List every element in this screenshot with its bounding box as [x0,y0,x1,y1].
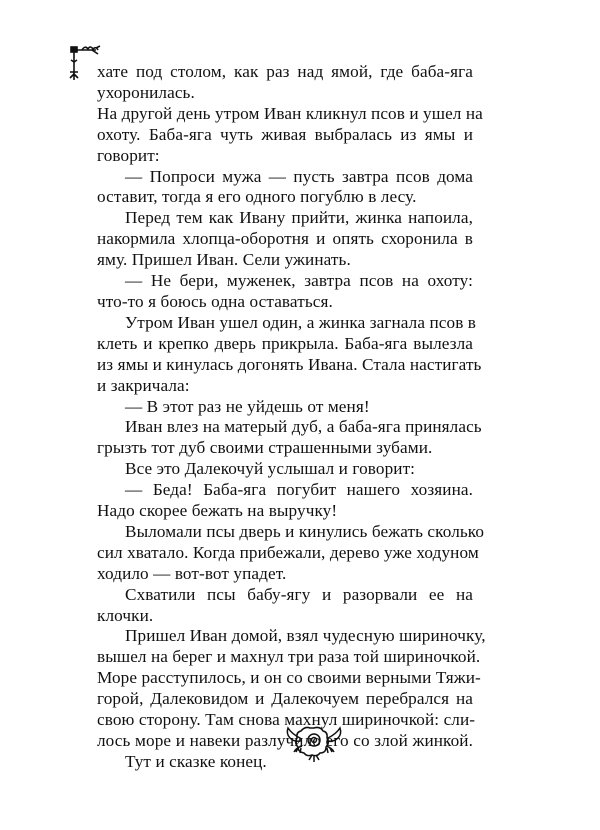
text-line: ухоронилась. [97,82,195,102]
rose-flower-ornament-icon [282,724,346,764]
document-body [97,62,486,773]
text-line: и закричала: [97,375,190,395]
text-line: На другой день утром Иван кликнул псов и ушел на [97,103,483,123]
text-line: сил хватало. Когда прибежали, дерево уже ходуном [97,542,479,562]
text-line: охоту. Баба-яга чуть живая выбралась из ямы и [97,124,473,144]
text-line: свою сторону. Там снова махнул шириночкой: сли- [97,710,476,730]
text-line: Утром Иван ушел один, а жинка загнала псов в [125,312,477,332]
text-line: яму. Пришел Иван. Сели ужинать. [97,250,351,270]
text-line: хате под столом, как раз над ямой, где баба-яга [97,62,473,81]
text-line: — Беда! Баба-яга погубит нашего хозяина. [125,480,473,500]
text-line: накормила хлопца-оборотня и опять схоронила в [97,229,473,249]
text-line: вышел на берег и махнул три раза той шириночкой. [97,647,481,667]
text-line: говорит: [97,145,160,165]
text-line: Иван влез на матерый дуб, а баба-яга принялась [125,417,482,437]
text-line: грызть тот дуб своими страшенными зубами. [97,438,433,458]
text-line: клеть и крепко дверь прикрыла. Баба-яга вылезла [97,333,473,353]
text-line: Выломали псы дверь и кинулись бежать сколько [125,521,485,541]
text-line: из ямы и кинулась догонять Ивана. Стала настигать [97,354,482,374]
text-line: Пришел Иван домой, взял чудесную шириночку, [125,626,486,646]
text-line: — Попроси мужа — пусть завтра псов дома [125,166,473,186]
text-line: лось море и навеки разлучило его со злой жинкой. [97,731,473,750]
text-line: — В этот раз не уйдешь от меня! [125,396,370,416]
text-line: оставит, тогда я его одного погублю в лесу. [97,187,417,207]
text-line: — Не бери, муженек, завтра псов на охоту: [125,271,473,291]
text-line: ходило — вот-вот упадет. [97,563,287,583]
text-line: Перед тем как Ивану прийти, жинка напоила, [125,208,473,228]
text-line: Тут и сказке конец. [125,751,267,771]
text-line: горой, Далековидом и Далекочуем перебрался на [97,689,473,709]
text-line: Надо скорее бежать на выручку! [97,501,338,521]
text-line: клочки. [97,605,154,625]
text-line: Море расступилось, и он со своими верными Тяжи- [97,668,481,688]
text-line: что-то я боюсь одна оставаться. [97,291,333,311]
text-line: Схватили псы бабу-ягу и разорвали ее на [125,584,473,604]
text-line: Все это Далекочуй услышал и говорит: [125,459,416,479]
